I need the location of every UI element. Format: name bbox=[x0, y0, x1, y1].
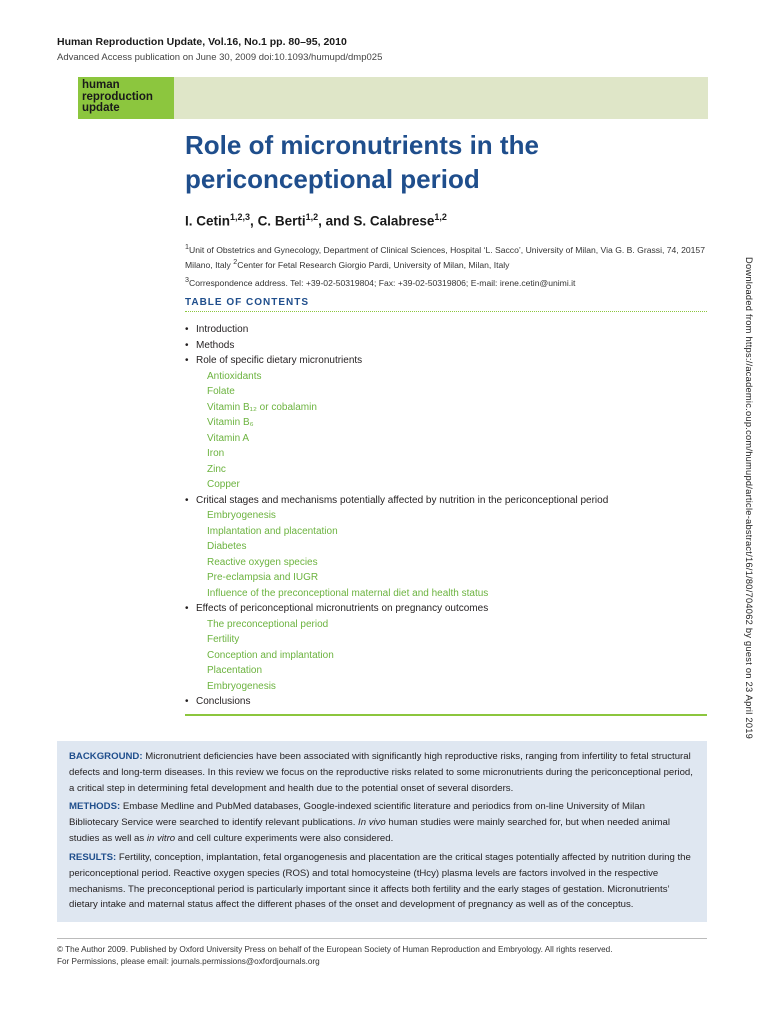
abstract-box bbox=[57, 741, 707, 922]
toc-subsection-link[interactable]: Diabetes bbox=[207, 541, 247, 552]
article-title bbox=[185, 128, 705, 196]
author-affiliation-marker: 1,2 bbox=[434, 212, 447, 222]
copyright-footer bbox=[57, 944, 613, 967]
toc-section-link[interactable]: • Effects of periconceptional micronutrients on pregnancy outcomes bbox=[185, 601, 715, 617]
title-line: Role of micronutrients in the bbox=[185, 130, 539, 160]
toc-subsection-link[interactable]: Embryogenesis bbox=[207, 510, 276, 521]
toc-subsection-link[interactable]: Embryogenesis bbox=[207, 680, 276, 692]
author-name: I. Cetin bbox=[185, 213, 231, 229]
author-name: C. Berti bbox=[257, 213, 306, 229]
journal-logo-text bbox=[82, 80, 153, 115]
affiliation-text: Center for Fetal Research Giorgio Pardi, University of Milan, Milan, Italy bbox=[237, 259, 510, 270]
journal-citation: Human Reproduction Update, Vol.16, No.1 pp. 80–95, 2010 bbox=[57, 36, 347, 48]
author-separator: , bbox=[250, 213, 258, 229]
author-separator: , and bbox=[318, 213, 354, 229]
title-line: periconceptional period bbox=[185, 164, 480, 194]
results-text: Fertility, conception, implantation, fetal organogenesis and placentation are the critical stages potentially affected by nutrition during the periconceptional period. Reactive oxygen species (ROS) and total homocysteine (tHcy) plasma levels are factors involved in the respective mechanisms. The preconceptional period is particularly important since it affects both fertility and the early stages of gestation. Micronutrients’ dietary intake and maternal status affect the different phases of the onset and development of pregnancy as well as of the conceptus. bbox=[69, 852, 691, 911]
logo-line: reproduction bbox=[82, 90, 153, 103]
author-name: S. Calabrese bbox=[353, 213, 435, 229]
methods-italic: in vitro bbox=[146, 832, 176, 844]
toc-subsection-link[interactable]: Placentation bbox=[207, 665, 263, 676]
toc-subsection-link[interactable]: Copper bbox=[207, 479, 240, 490]
download-watermark: Downloaded from https://academic.oup.com/humupd/article-abstract/16/1/80/704062 by guest on 23 April 2019 bbox=[744, 257, 754, 740]
methods-text: human studies were mainly searched for, but when needed animal studies as well as bbox=[69, 816, 671, 844]
toc-subsection-link[interactable]: Pre-eclampsia and IUGR bbox=[207, 572, 319, 583]
table-of-contents bbox=[185, 322, 715, 710]
author-affiliation-marker: 1,2,3 bbox=[230, 212, 251, 222]
toc-section-link[interactable]: • Critical stages and mechanisms potentially affected by nutrition in the periconceptional period bbox=[185, 493, 715, 509]
toc-subsection-link[interactable]: Zinc bbox=[207, 463, 226, 475]
toc-subsection-link[interactable]: Vitamin B₁₂ or cobalamin bbox=[207, 401, 317, 413]
affiliation-text: Unit of Obstetrics and Gynecology, Department of Clinical Sciences, Hospital ‘L. Sacco’, University of Milan, Via G. B. Grassi, 74, 20157 Milano, Italy bbox=[185, 244, 705, 270]
toc-subsection-link[interactable]: Antioxidants bbox=[207, 370, 262, 382]
logo-line: human bbox=[82, 79, 120, 91]
toc-subsection-link[interactable]: Influence of the preconceptional maternal diet and health status bbox=[207, 587, 489, 599]
toc-section-link[interactable]: • Introduction bbox=[185, 322, 715, 338]
toc-section-link[interactable]: • Role of specific dietary micronutrients bbox=[185, 353, 715, 369]
abstract-methods bbox=[69, 799, 697, 846]
toc-subsection-link[interactable]: The preconceptional period bbox=[207, 618, 329, 630]
toc-subsection-link[interactable]: Iron bbox=[207, 448, 225, 459]
affiliation-marker: 1 bbox=[185, 243, 189, 251]
toc-subsection-link[interactable]: Fertility bbox=[207, 634, 240, 645]
toc-subsection-link[interactable]: Implantation and placentation bbox=[207, 525, 338, 537]
methods-text: Embase Medline and PubMed databases, Google-indexed scientific literature and periodics from on-line University of Milan Bibliotecary Service were searched to identify relevant publications. bbox=[69, 801, 645, 828]
toc-subsection-link[interactable]: Folate bbox=[207, 386, 235, 397]
toc-section-link[interactable]: • Methods bbox=[185, 338, 715, 354]
correspondence-address bbox=[185, 276, 715, 288]
results-label: RESULTS: bbox=[69, 852, 117, 863]
copyright-line: © The Author 2009. Published by Oxford University Press on behalf of the European Society of Human Reproduction and Embryology. All rights reserved. bbox=[57, 945, 613, 954]
toc-subsection-link[interactable]: Vitamin B₆ bbox=[207, 417, 254, 428]
author-affiliation-marker: 1,2 bbox=[305, 212, 319, 222]
footer-divider bbox=[57, 938, 707, 939]
abstract-background bbox=[69, 749, 697, 796]
methods-label: METHODS: bbox=[69, 801, 121, 812]
logo-line: update bbox=[82, 102, 120, 114]
author-list bbox=[185, 212, 447, 229]
affiliations bbox=[185, 241, 715, 271]
toc-subsection-link[interactable]: Reactive oxygen species bbox=[207, 556, 318, 568]
toc-end-divider bbox=[185, 714, 707, 716]
toc-heading: TABLE OF CONTENTS bbox=[185, 297, 310, 308]
affiliation-marker: 3 bbox=[185, 276, 189, 284]
toc-section-link[interactable]: • Conclusions bbox=[185, 694, 715, 710]
methods-text: and cell culture experiments were also considered. bbox=[175, 832, 394, 844]
advance-access-line: Advanced Access publication on June 30, 2009 doi:10.1093/humupd/dmp025 bbox=[57, 52, 383, 63]
toc-subsection-link[interactable]: Vitamin A bbox=[207, 432, 250, 444]
toc-subsection-link[interactable]: Conception and implantation bbox=[207, 649, 334, 661]
background-text: Micronutrient deficiencies have been associated with significantly high reproductive risks, ranging from infertility to fetal structural defects and long-term diseases. In this review we focus on the reproductive risks related to some micronutrients during the periconceptional period, a critical step in determining fetal development and health due to the potential onset of several disorders. bbox=[69, 751, 693, 794]
toc-divider bbox=[185, 311, 707, 312]
affiliation-marker: 2 bbox=[233, 257, 238, 266]
correspondence-text: Correspondence address. Tel: +39-02-50319804; Fax: +39-02-50319806; E-mail: irene.cetin@unimi.it bbox=[188, 277, 576, 288]
permissions-line: For Permissions, please email: journals.permissions@oxfordjournals.org bbox=[57, 956, 320, 966]
abstract-results bbox=[69, 850, 697, 913]
background-label: BACKGROUND: bbox=[69, 751, 143, 762]
methods-italic: In vivo bbox=[358, 816, 386, 828]
